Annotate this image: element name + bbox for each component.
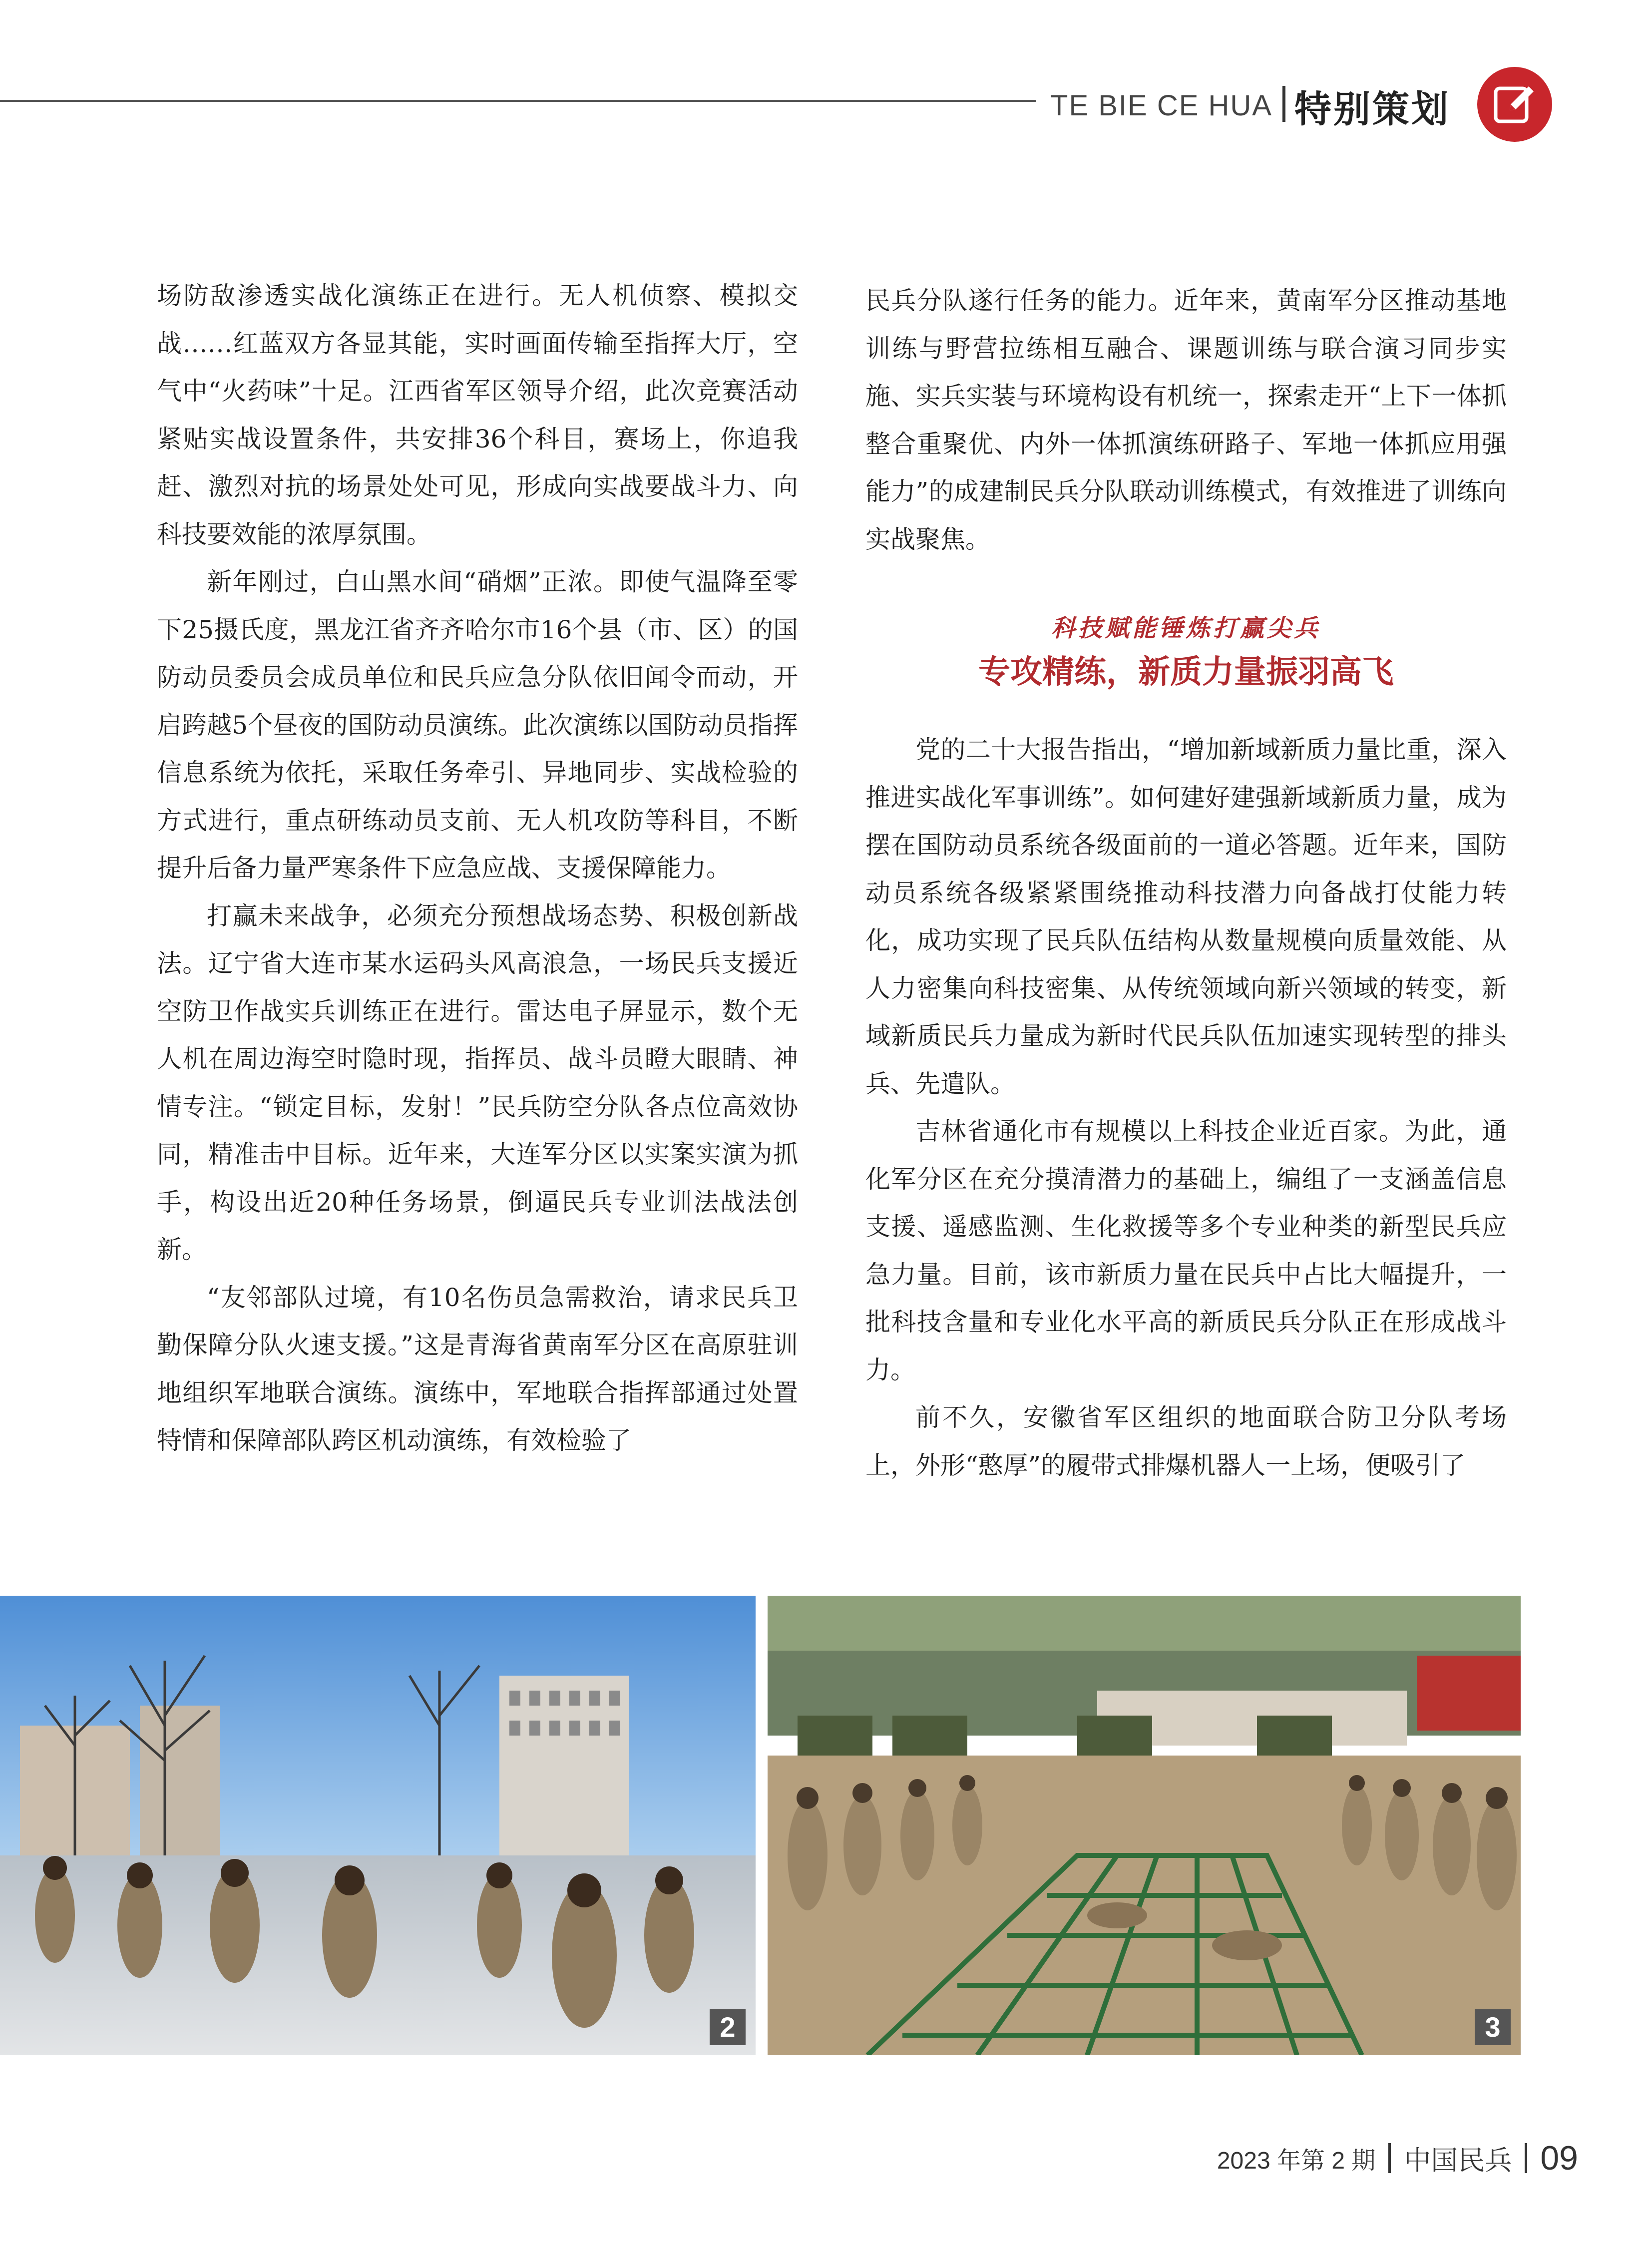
paragraph: 吉林省通化市有规模以上科技企业近百家。为此，通化军分区在充分摸清潜力的基础上，编组了一支涵盖信息支援、遥感监测、生化救援等多个专业种类的新型民兵应急力量。目前，该市新质力量在民兵中占比大幅提升，一批科技含量和专业化水平高的新质民兵分队正在形成战斗力。 bbox=[865, 1117, 1507, 1384]
photo-number-badge: 2 bbox=[710, 2009, 746, 2045]
section-title-en: TE BIE CE HUA bbox=[1050, 89, 1272, 122]
subheading-kicker: 科技赋能锤炼打赢尖兵 bbox=[1051, 614, 1321, 642]
page-footer bbox=[1149, 2136, 1578, 2181]
left-text-column bbox=[157, 272, 798, 1465]
photo-obstacle-training bbox=[768, 1596, 1521, 2055]
edit-pencil-icon bbox=[1477, 67, 1552, 142]
paragraph: 民兵分队遂行任务的能力。近年来，黄南军分区推动基地训练与野营拉练相互融合、课题训练与联合演习同步实施、实兵实装与环境构设有机统一，探索走开“上下一体抓整合重聚优、内外一体抓演练研路子、军地一体抓应用强能力”的成建制民兵分队联动训练模式，有效推进了训练向实战聚焦。 bbox=[865, 286, 1507, 554]
header-rule bbox=[0, 100, 1036, 102]
paragraph: 新年刚过，白山黑水间“硝烟”正浓。即使气温降至零下25摄氏度，黑龙江省齐齐哈尔市16个县（市、区）的国防动员委员会成员单位和民兵应急分队依旧闻令而动，开启跨越5个昼夜的国防动员演练。此次演练以国防动员指挥信息系统为依托，采取任务牵引、异地同步、实战检验的方式进行，重点研练动员支前、无人机攻防等科目，不断提升后备力量严寒条件下应急应战、支援保障能力。 bbox=[157, 567, 798, 883]
photo-drill-square bbox=[0, 1596, 756, 2055]
header-divider bbox=[1282, 86, 1285, 122]
paragraph: 场防敌渗透实战化演练正在进行。无人机侦察、模拟交战……红蓝双方各显其能，实时画面传输至指挥大厅，空气中“火药味”十足。江西省军区领导介绍，此次竞赛活动紧贴实战设置条件，共安排36个科目，赛场上，你追我赶、激烈对抗的场景处处可见，形成向实战要战斗力、向科技要效能的浓厚氛围。 bbox=[157, 281, 798, 549]
subheading-title: 专攻精练，新质力量振羽高飞 bbox=[978, 654, 1394, 691]
section-title-cn: 特别策划 bbox=[1294, 88, 1450, 131]
paragraph: 打赢未来战争，必须充分预想战场态势、积极创新战法。辽宁省大连市某水运码头风高浪急，一场民兵支援近空防卫作战实兵训练正在进行。雷达电子屏显示，数个无人机在周边海空时隐时现，指挥员、战斗员瞪大眼睛、神情专注。“锁定目标，发射！”民兵防空分队各点位高效协同，精准击中目标。近年来，大连军分区以实案实演为抓手，构设出近20种任务场景，倒逼民兵专业训法战法创新。 bbox=[157, 901, 798, 1264]
photo-number-badge: 3 bbox=[1475, 2009, 1511, 2045]
page-number: 09 bbox=[1540, 2139, 1578, 2177]
issue-label: 2023 年第 2 期 bbox=[1217, 2147, 1376, 2174]
paragraph: 党的二十大报告指出，“增加新域新质力量比重，深入推进实战化军事训练”。如何建好建强新域新质力量，成为摆在国防动员系统各级面前的一道必答题。近年来，国防动员系统各级紧紧围绕推动科技潜力向备战打仗能力转化，成功实现了民兵队伍结构从数量规模向质量效能、从人力密集向科技密集、从传统领域向新兴领域的转变，新域新质民兵力量成为新时代民兵队伍加速实现转型的排头兵、先遣队。 bbox=[865, 735, 1507, 1098]
paragraph: “友邻部队过境，有10名伤员急需救治，请求民兵卫勤保障分队火速支援。”这是青海省黄南军分区在高原驻训地组织军地联合演练。演练中，军地联合指挥部通过处置特情和保障部队跨区机动演练，有效检验了 bbox=[157, 1283, 798, 1455]
footer-divider bbox=[1525, 2143, 1527, 2173]
right-text-column bbox=[865, 277, 1507, 1489]
magazine-name: 中国民兵 bbox=[1404, 2144, 1512, 2176]
footer-divider bbox=[1388, 2143, 1391, 2173]
paragraph: 前不久，安徽省军区组织的地面联合防卫分队考场上，外形“憨厚”的履带式排爆机器人一上场，便吸引了 bbox=[865, 1403, 1507, 1480]
section-subheading bbox=[865, 608, 1507, 696]
